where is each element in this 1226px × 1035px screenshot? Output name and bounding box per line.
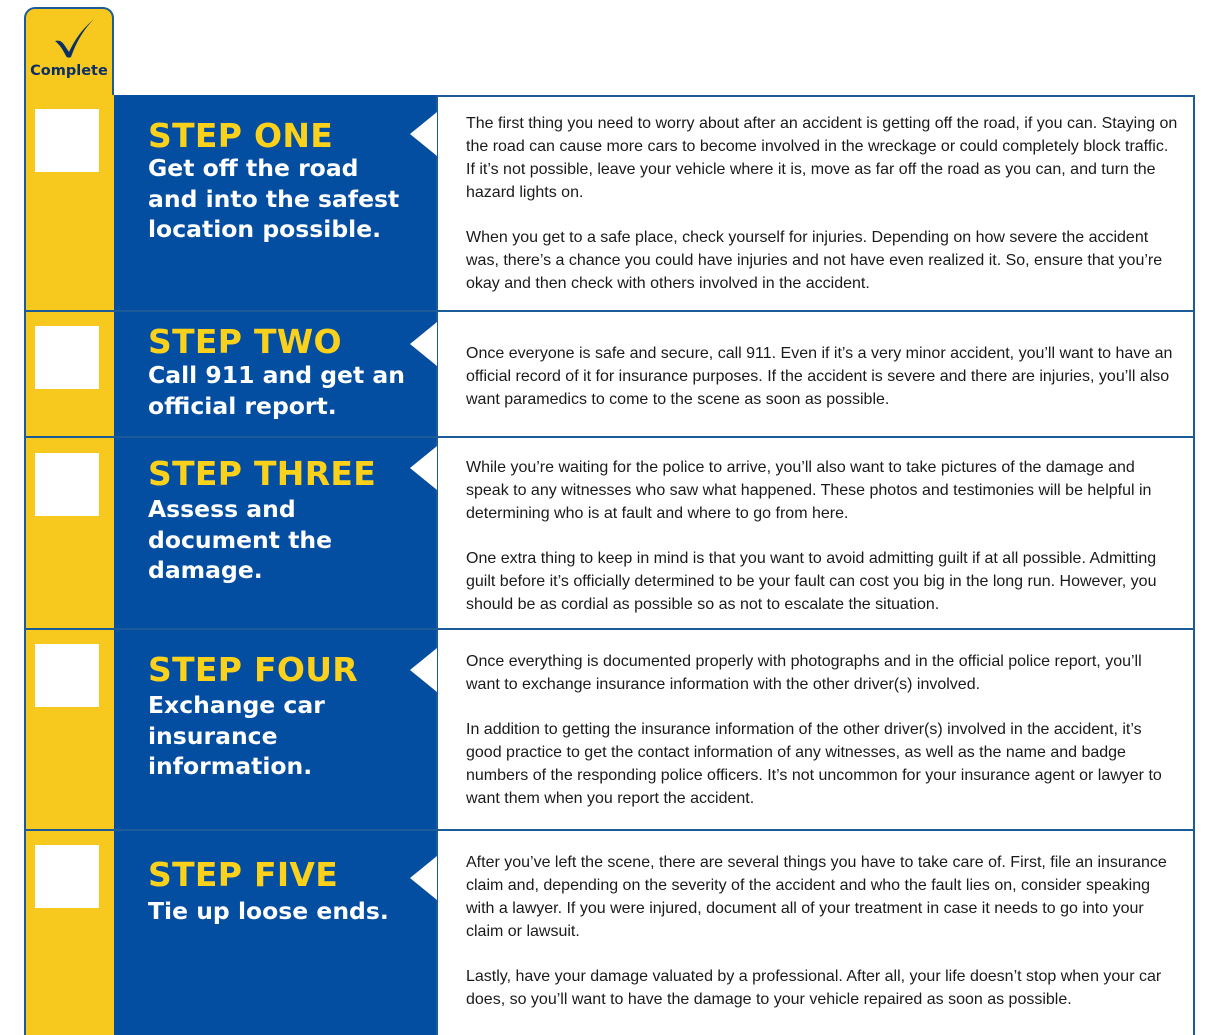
step-2-number: STEP TWO (148, 322, 342, 361)
checkmark-icon (52, 17, 96, 59)
complete-column-header (24, 7, 114, 101)
complete-label: Complete (30, 63, 108, 79)
step-2-paragraph-1: Once everyone is safe and secure, call 911. Even if it’s a very minor accident, you’ll want to have an official record of it for insurance purposes. If the accident is severe and there are injuries, you’ll also want paramedics to come to the scene as soon as possible. (466, 345, 1173, 408)
step-row-3 (24, 438, 1195, 628)
step-4-checkbox[interactable] (35, 644, 99, 707)
step-1-number: STEP ONE (148, 116, 334, 155)
step-5-title: Tie up loose ends. (148, 897, 389, 925)
step-pointer (410, 322, 437, 366)
step-4-paragraph-2: In addition to getting the insurance information of the other driver(s) involved in the accident, it’s good practice to get the contact information of any witnesses, as well as the name and badge numbers of the responding police officers. It’s not uncommon for your insurance agent or lawyer to want them when you report the accident. (466, 721, 1162, 807)
step-1-title: Get off the road and into the safest location possible. (148, 154, 400, 243)
step-2-description (466, 342, 1178, 411)
step-1-checkbox[interactable] (35, 109, 99, 172)
step-row-1 (24, 95, 1195, 311)
step-row-4 (24, 630, 1195, 829)
step-5-number: STEP FIVE (148, 855, 339, 894)
step-pointer (410, 446, 437, 490)
step-3-checkbox[interactable] (35, 453, 99, 516)
step-3-title: Assess and document the damage. (148, 495, 333, 584)
step-3-paragraph-1: While you’re waiting for the police to arrive, you’ll also want to take pictures of the damage and speak to any witnesses who saw what happened. These photos and testimonies will be helpful in determining who is at fault and where to go from here. (466, 459, 1152, 522)
step-pointer (410, 856, 437, 900)
step-5-description (466, 851, 1178, 1011)
step-5-paragraph-1: After you’ve left the scene, there are several things you have to take care of. First, file an insurance claim and, depending on the severity of the accident and who the fault lies on, consider speaking with a lawyer. If you were injured, document all of your treatment in case it needs to go into your claim or lawsuit. (466, 854, 1167, 940)
step-3-number: STEP THREE (148, 454, 377, 493)
step-2-title: Call 911 and get an official report. (148, 361, 405, 420)
step-4-paragraph-1: Once everything is documented properly with photographs and in the official police report, you’ll want to exchange insurance information with the other driver(s) involved. (466, 653, 1142, 693)
step-1-paragraph-2: When you get to a safe place, check yourself for injuries. Depending on how severe the accident was, there’s a chance you could have injuries and not have even realized it. So, ensure that you’re okay and then check with others involved in the accident. (466, 229, 1163, 292)
step-pointer (410, 112, 437, 156)
step-5-checkbox[interactable] (35, 845, 99, 908)
step-1-paragraph-1: The first thing you need to worry about after an accident is getting off the road, if you can. Staying on the road can cause more cars to become involved in the wreckage or could completely block traffic. If it’s not possible, leave your vehicle where it is, move as far off the road as you can, and turn the hazard lights on. (466, 115, 1178, 201)
step-row-2 (24, 312, 1195, 437)
step-1-description (466, 112, 1178, 295)
step-2-checkbox[interactable] (35, 326, 99, 389)
step-4-description (466, 650, 1178, 810)
step-4-number: STEP FOUR (148, 650, 358, 689)
step-pointer (410, 648, 437, 692)
step-3-description (466, 456, 1178, 616)
step-row-5 (24, 831, 1195, 1030)
step-4-title: Exchange car insurance information. (148, 691, 325, 780)
step-3-paragraph-2: One extra thing to keep in mind is that you want to avoid admitting guilt if at all possible. Admitting guilt before it’s officially determined to be your fault can cost you big in the long run. However, you should be as cordial as possible so as not to escalate the situation. (466, 550, 1157, 613)
step-5-paragraph-2: Lastly, have your damage valuated by a professional. After all, your life doesn’t stop when your car does, so you’ll want to have the damage to your vehicle repaired as soon as possible. (466, 968, 1162, 1008)
